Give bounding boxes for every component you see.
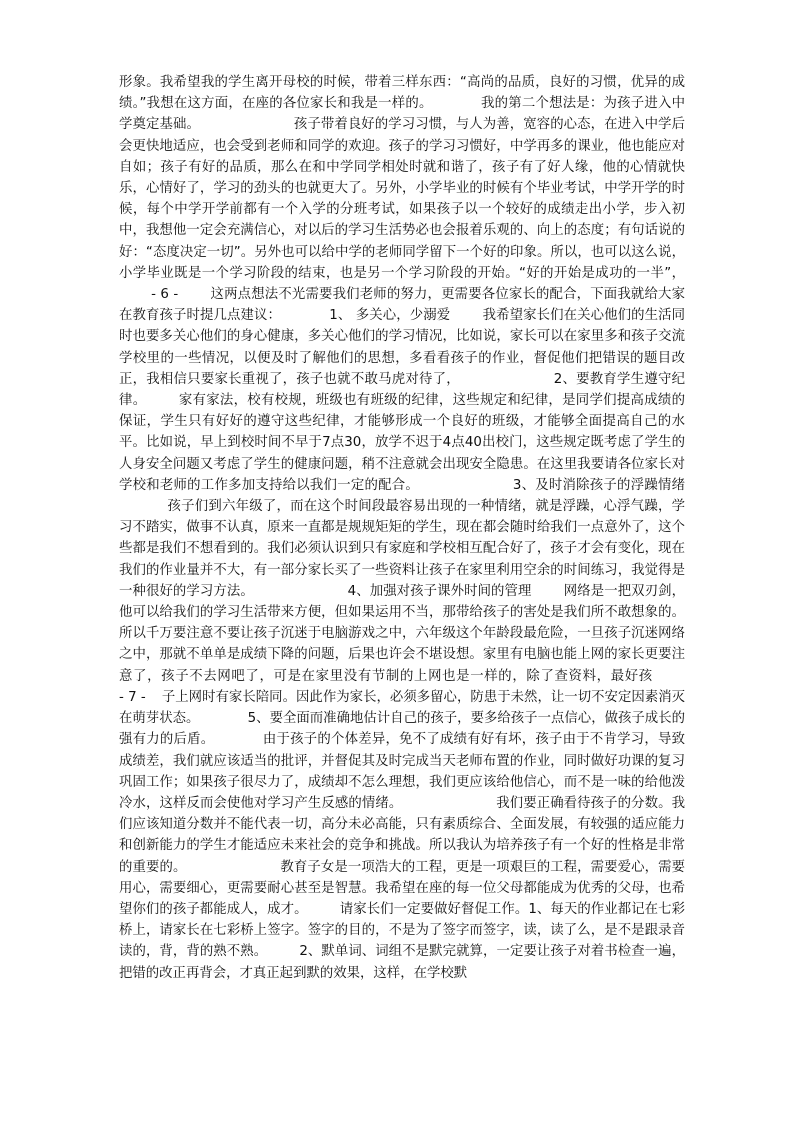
text-segment-3: 孩子带着良好的学习习惯，与人为善，宽容的心态，在进入中学后会更快地适应，也会受到老师和同学的欢迎。孩子的学习习惯好，中学再多的课业，他也能应对自如；孩子有好的品质，那么在和中学同学相处时就和谐了，孩子有了好人缘，他的心情就快乐，心情好了，学习的劲头的也就更大了。另外，小学毕业的时候有个毕业考试，中学开学的时候，每个中学开学前都有一个入学的分班考试，如果孩子以一个较好的成绩走出小学，步入初中，我想他一定会充满信心，对以后的学习生活势必也会报着乐观的、向上的态度；有句话说的好：“态度决定一切”。另外也可以给中学的老师同学留下一个好的印象。所以，也可以这么说，小学毕业既是一个学习阶段的结束，也是另一个学习阶段的开始。“好的开始是成功的一半”， (119, 117, 686, 281)
text-segment-5: 我希望家长们在关心他们的生活同时也要多关心他们的身心健康，多关心他们的学习情况，比如说，家长可以在家里多和孩子交流学校里的一些情况，以便及时了解他们的思想，多看看孩子的作业，督促他们把错误的题目改正，我相信只要家长重视了，孩子也就不敢马虎对待了， (119, 308, 686, 387)
document-page (119, 72, 685, 984)
suggestion-heading-2: 2、要教育学生遵守纪律。 (119, 371, 685, 409)
text-segment-6: 家有家法，校有校规，班级也有班级的纪律，这些规定和纪律，是同学们提高成绩的保证，学生只有好好的遵守这些纪律，才能够形成一个良好的班级，才能够全面提高自己的水平。比如说，早上到校时间不早于7点30，放学不迟于4点40出校门，这些规定既考虑了学生的人身安全问题又考虑了学生的健康问题，稍不注意就会出现安全隐患。在这里我要请各位家长对学校和老师的工作多加支持给以我们一定的配合。 (119, 393, 686, 493)
suggestion-heading-4: 4、加强对孩子课外时间的管理 (347, 583, 532, 599)
text-segment-14: 2、默单词、词组不是默完就算，一定要让孩子对着书检查一遍，把错的改正再背会，才真正起到默的效果，这样，在学校默 (119, 944, 685, 981)
text-segment-4: 这两点想法不光需要我们老师的努力，更需要各位家长的配合，下面我就给大家在教育孩子时提几点建议： (119, 287, 685, 324)
text-segment-7: 孩子们到六年级了，而在这个时间段最容易出现的一种情绪，就是浮躁，心浮气躁，学习不踏实，做事不认真，原来一直都是规规矩矩的学生，现在都会随时给我们一点意外了，这个些都是我们不想看到的。我们必须认识到只有家庭和学校相互配合好了，孩子才会有变化，现在我们的作业量并不大，有一部分家长买了一些资料让孩子在家里利用空余的时间练习，我觉得是一种很好的学习方法。 (119, 499, 685, 599)
text-segment-8: 网络是一把双刃剑，他可以给我们的学习生活带来方便，但如果运用不当，那带给孩子的害处是我们所不敢想象的。所以千万要注意不要让孩子沉迷于电脑游戏之中，六年级这个年龄段最危险，一旦孩子沉迷网络之中，那就不单单是成绩下降的问题，后果也许会不堪设想。家里有电脑也能上网的家长更要注意了，孩子不去网吧了，可是在家里没有节制的上网也是一样的，除了查资料，最好孩 (119, 583, 686, 684)
suggestion-heading-1: 1、 多关心，少溺爱 (329, 308, 451, 324)
text-segment-12: 教育子女是一项浩大的工程，更是一项艰巨的工程，需要爱心，需要用心，需要细心，更需要耐心甚至是智慧。我希望在座的每一位父母都能成为优秀的父母，也希望你们的孩子都能成人，成才。 (119, 859, 686, 917)
text-segment-1: 形象。我希望我的学生离开母校的时候，带着三样东西：“高尚的品质，良好的习惯，优异的成绩。”我想在这方面，在座的各位家长和我是一样的。 (119, 75, 685, 112)
text-segment-11: 我们要正确看待孩子的分数。我们应该知道分数并不能代表一切，高分未必高能，只有素质综合、全面发展，有较强的适应能力和创新能力的学生才能适应未来社会的竞争和挑战。所以我认为培养孩子有一个好的性格是非常的重要的。 (119, 795, 686, 875)
suggestion-heading-5: 5、要全面而准确地估计自己的孩子，要多给孩子一点信心，做孩子成长的强有力的后盾。 (119, 711, 685, 748)
page-number-6: - 6 - (151, 287, 179, 303)
text-segment-2: 我的第二个想法是：为孩子进入中学奠定基础。 (119, 96, 685, 133)
suggestion-heading-3: 3、及时消除孩子的浮躁情绪 (512, 477, 685, 493)
text-segment-10: 由于孩子的个体差异，免不了成绩有好有坏，孩子由于不肯学习，导致成绩差，我们就应该适当的批评，并督促其及时完成当天老师布置的作业，同时做好功课的复习巩固工作；如果孩子很尽力了，成绩却不怎么理想，我们更应该给他信心，而不是一味的给他泼冷水，这样反而会使他对学习产生反感的情绪。 (119, 732, 686, 811)
page-number-7: - 7 - (119, 689, 146, 705)
document-body (119, 72, 685, 984)
text-segment-13: 请家长们一定要做好督促工作。1、每天的作业都记在七彩桥上，请家长在七彩桥上签字。签字的目的，不是为了签字而签字，读，读了么，是不是跟录音读的，背，背的熟不熟。 (119, 901, 685, 960)
text-segment-9: 子上网时有家长陪同。因此作为家长，必须多留心，防患于未然，让一切不安定因素消灭在萌芽状态。 (119, 689, 685, 727)
